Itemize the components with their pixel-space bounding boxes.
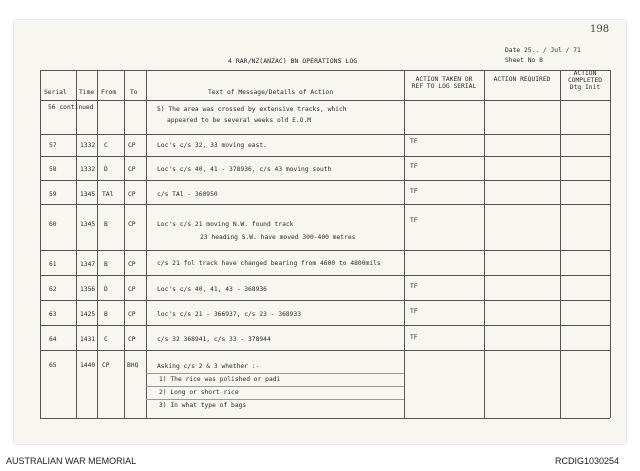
header-bottom-line xyxy=(40,100,610,101)
row-65-text-line-1: Asking c/s 2 & 3 whether :- xyxy=(157,363,260,370)
row-60-serial: 60 xyxy=(49,221,57,228)
row-57-text: Loc's c/s 32, 33 moving east. xyxy=(157,142,267,149)
row-64-from: C xyxy=(104,336,108,343)
archive-credit: AUSTRALIAN WAR MEMORIAL xyxy=(6,456,137,466)
row-59-serial: 59 xyxy=(49,191,57,198)
row-separator xyxy=(40,180,610,181)
col-line-from xyxy=(97,70,98,418)
row-separator xyxy=(40,204,610,205)
row-60-text-line-1: Loc's c/s 21 moving N.W. found track xyxy=(157,221,294,228)
col-header-action-required: ACTION REQUIRED xyxy=(493,76,551,83)
row-58-serial: 58 xyxy=(49,166,57,173)
row-56-text-line-2: appeared to be several weeks old E.O.M xyxy=(167,117,312,124)
row-58-from: D xyxy=(104,166,108,173)
row-58-text: Loc's c/s 40, 41 - 378936, c/s 43 moving south xyxy=(157,166,332,173)
table-bottom-line xyxy=(40,418,610,419)
row-65-subline xyxy=(146,386,404,387)
sheet-field xyxy=(505,57,543,64)
date-label: Date xyxy=(505,47,521,54)
row-59-time: 1345 xyxy=(80,191,96,198)
row-separator xyxy=(40,300,610,301)
row-63-text: loc's c/s 21 - 366937, c/s 23 - 368933 xyxy=(157,311,302,318)
row-65-text-line-3: 2) Long or short rice xyxy=(159,389,239,396)
row-60-action: TF xyxy=(410,217,418,224)
col-header-time: Time xyxy=(79,89,95,96)
row-62-text: Loc's c/s 40, 41, 43 - 368936 xyxy=(157,286,267,293)
col-header-text: Text of Message/Details of Action xyxy=(208,89,334,96)
row-60-to: CP xyxy=(128,221,136,228)
col-header-serial: Serial xyxy=(44,89,67,96)
col-line-text xyxy=(146,70,147,418)
row-65-from: CP xyxy=(102,362,110,369)
row-62-to: CP xyxy=(128,286,136,293)
log-title: 4 RAR/NZ(ANZAC) BN OPERATIONS LOG xyxy=(228,57,358,65)
row-separator xyxy=(40,134,610,135)
col-line-action-taken xyxy=(404,70,405,418)
row-61-to: CP xyxy=(128,261,136,268)
row-65-to: BHQ xyxy=(127,362,139,369)
row-56-text-line-1: 5) The area was crossed by extensive tracks, which xyxy=(157,106,347,113)
col-line-to xyxy=(124,70,125,418)
row-62-serial: 62 xyxy=(49,286,57,293)
row-65-serial: 65 xyxy=(49,362,57,369)
row-65-text-line-2: 1) The rice was polished or padi xyxy=(159,376,281,383)
row-61-serial: 61 xyxy=(49,261,57,268)
col-header-from: From xyxy=(101,89,117,96)
row-64-text: c/s 32 368941, c/s 33 - 378944 xyxy=(157,336,271,343)
row-63-action: TF xyxy=(410,308,418,315)
row-64-serial: 64 xyxy=(49,336,57,343)
row-62-from: D xyxy=(104,286,108,293)
row-64-action: TF xyxy=(410,334,418,341)
row-57-serial: 57 xyxy=(49,142,57,149)
row-separator xyxy=(40,156,610,157)
row-58-to: CP xyxy=(128,166,136,173)
row-57-from: C xyxy=(104,142,108,149)
col-line-right xyxy=(610,70,611,418)
row-57-to: CP xyxy=(128,142,136,149)
sheet-value: 8 xyxy=(539,57,543,64)
row-separator xyxy=(40,325,610,326)
row-60-from: B xyxy=(104,221,108,228)
row-65-subline xyxy=(146,373,404,374)
row-61-time: 1347 xyxy=(80,261,96,268)
row-60-time: 1345 xyxy=(80,221,96,228)
row-64-to: CP xyxy=(128,336,136,343)
row-56-serial: 56 continued xyxy=(48,104,94,111)
row-61-from: B xyxy=(104,261,108,268)
row-64-time: 1431 xyxy=(80,336,96,343)
row-59-action: TF xyxy=(410,188,418,195)
row-63-time: 1425 xyxy=(80,311,96,318)
col-line-action-completed xyxy=(560,70,561,418)
col-header-to: To xyxy=(130,89,138,96)
col-line-left xyxy=(40,70,41,418)
row-63-to: CP xyxy=(128,311,136,318)
sheet-label: Sheet No xyxy=(505,57,536,64)
col-header-action-taken: ACTION TAKEN OR REF TO LOG SERIAL xyxy=(411,76,477,90)
row-62-time: 1356 xyxy=(80,286,96,293)
row-65-text-line-4: 3) In what type of bags xyxy=(159,402,247,409)
row-63-serial: 63 xyxy=(49,311,57,318)
row-separator xyxy=(40,275,610,276)
date-field xyxy=(505,47,581,54)
date-value: 25.. / Jul / 71 xyxy=(523,47,581,54)
row-59-to: CP xyxy=(128,191,136,198)
row-57-action: TF xyxy=(410,138,418,145)
archive-reference: RCDIG1030254 xyxy=(555,456,620,466)
row-57-time: 1332 xyxy=(80,142,96,149)
row-65-time: 1440 xyxy=(80,362,96,369)
row-62-action: TF xyxy=(410,283,418,290)
row-63-from: B xyxy=(104,311,108,318)
row-58-time: 1332 xyxy=(80,166,96,173)
header-top-line xyxy=(40,70,610,71)
row-58-action: TF xyxy=(410,163,418,170)
row-61-text: c/s 21 fol track have changed bearing from 4600 to 4800mils xyxy=(157,260,381,267)
row-separator xyxy=(40,250,610,251)
page-number: 198 xyxy=(590,24,610,35)
col-line-action-required xyxy=(484,70,485,418)
log-sheet xyxy=(14,20,626,444)
col-header-action-completed: ACTION COMPLETED Dtg Init xyxy=(567,70,603,91)
row-59-from: TAl xyxy=(102,191,114,198)
col-line-time xyxy=(76,70,77,418)
row-59-text: c/s TAl - 360950 xyxy=(157,191,218,198)
row-separator xyxy=(40,350,610,351)
row-60-text-line-2: 23 heading S.W. have moved 300-400 metres xyxy=(200,234,356,241)
row-65-subline xyxy=(146,399,404,400)
